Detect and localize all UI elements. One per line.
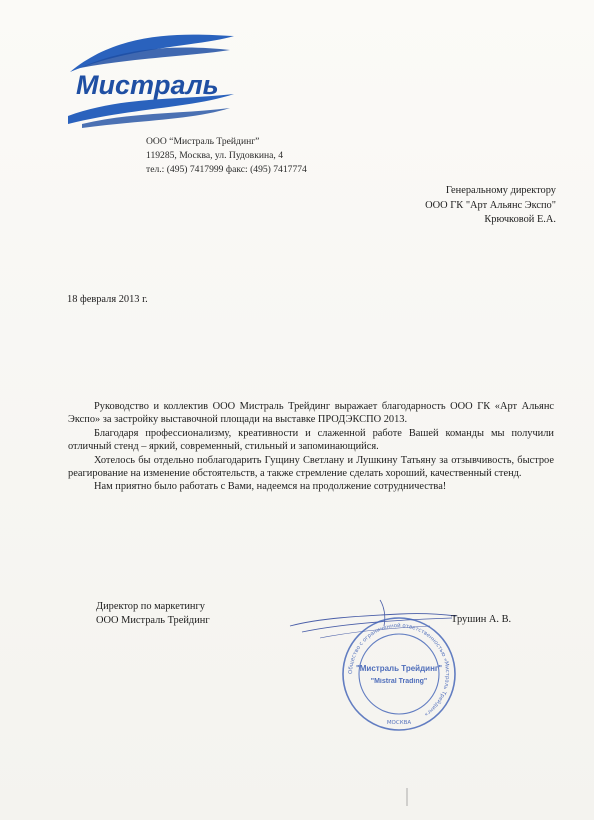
stamp-outer-ring	[343, 618, 455, 730]
recipient-name: Крючковой Е.А.	[484, 214, 556, 225]
body-paragraph-2: Благодаря профессионализму, креативности и слаженной работе Вашей команды мы получили отличный стенд – яркий, современный, стильный и запоминающийся.	[68, 427, 554, 453]
letter-date: 18 февраля 2013 г.	[67, 294, 148, 305]
stamp-inner-ring	[359, 634, 439, 714]
company-phones: тел.: (495) 7417999 факс: (495) 7417774	[146, 164, 307, 175]
logo-brand-text: Мистраль	[76, 70, 219, 100]
body-paragraph-1: Руководство и коллектив ООО Мистраль Трейдинг выражает благодарность ООО ГК «Арт Альянс Экспо» за застройку выставочной площади на выставке ПРОДЭКСПО 2013.	[68, 401, 554, 426]
stamp-center-line-1: "Мистраль Трейдинг"	[355, 664, 443, 673]
mistral-logo	[62, 28, 238, 132]
company-address: 119285, Москва, ул. Пудовкина, 4	[146, 150, 283, 161]
body-paragraph-4: Нам приятно было работать с Вами, надеемся на продолжение сотрудничества!	[94, 481, 447, 493]
edge-mark	[405, 788, 409, 806]
stamp-center-line-2: "Mistral Trading"	[370, 678, 428, 685]
recipient-block	[425, 184, 556, 228]
letter-body	[68, 400, 554, 494]
signatory-name: Трушин А. В.	[451, 614, 512, 625]
stamp-outer-text: Общество с ограниченной ответственностью «Мистраль Трейдинг»	[347, 622, 451, 718]
company-stamp	[340, 615, 458, 733]
signatory-company: ООО Мистраль Трейдинг	[96, 615, 210, 626]
company-name: ООО “Мистраль Трейдинг”	[146, 136, 260, 147]
company-header	[146, 135, 307, 177]
body-paragraph-3: Хотелось бы отдельно поблагодарить Гущину Светлану и Лушкину Татьяну за отзывчивость, быстрое реагирование на изменение обстоятельств, а также стремление сделать хороший, качественный стенд.	[68, 454, 554, 480]
recipient-position: Генеральному директору	[445, 185, 556, 196]
signatory-position: Директор по маркетингу	[96, 601, 205, 612]
recipient-company: ООО ГК "Арт Альянс Экспо"	[425, 199, 556, 211]
signatory-title	[96, 600, 210, 628]
stamp-city: МОСКВА	[386, 720, 412, 726]
